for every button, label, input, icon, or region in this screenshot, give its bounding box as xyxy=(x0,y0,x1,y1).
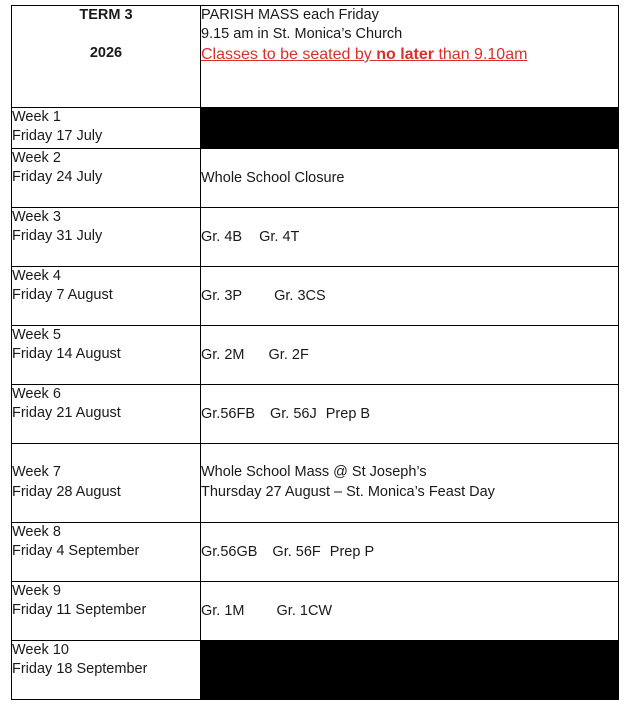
week-label: Week 5 xyxy=(12,327,61,343)
table-row xyxy=(12,267,619,326)
week-cell xyxy=(12,444,201,523)
class-2: Gr. 56J xyxy=(270,406,317,422)
week-label: Week 4 xyxy=(12,268,61,284)
table-row xyxy=(12,582,619,641)
header-row xyxy=(12,6,619,108)
week-cell xyxy=(12,326,201,385)
term-label: TERM 3 xyxy=(79,7,133,23)
classes-cell xyxy=(201,523,619,582)
class-2: Gr. 2F xyxy=(268,347,309,363)
week-label: Week 2 xyxy=(12,150,61,166)
class-1: Gr.56GB xyxy=(201,544,258,560)
table-row xyxy=(12,385,619,444)
class-2: Gr. 56F xyxy=(272,544,321,560)
week-date: Friday 11 September xyxy=(12,602,147,618)
class-1: Gr.56FB xyxy=(201,406,255,422)
table-row xyxy=(12,326,619,385)
classes-cell xyxy=(201,149,619,208)
class-3: Prep P xyxy=(329,544,375,560)
week-date: Friday 7 August xyxy=(12,287,113,303)
mass-line-1: PARISH MASS each Friday xyxy=(201,7,379,23)
week-label: Week 9 xyxy=(12,583,61,599)
table-row xyxy=(12,108,619,149)
week-cell xyxy=(12,149,201,208)
week-date: Friday 24 July xyxy=(12,169,103,185)
classes-cell xyxy=(201,326,619,385)
table-row xyxy=(12,523,619,582)
week-date: Friday 21 August xyxy=(12,405,121,421)
class-3: Prep B xyxy=(325,406,371,422)
week-date: Friday 31 July xyxy=(12,228,103,244)
week-label: Week 3 xyxy=(12,209,61,225)
table-row xyxy=(12,208,619,267)
mass-line-2: 9.15 am in St. Monica’s Church xyxy=(201,26,403,42)
week-cell xyxy=(12,267,201,326)
week-date: Friday 28 August xyxy=(12,484,121,500)
class-1: Gr. 4B xyxy=(201,229,243,245)
mass-info-cell xyxy=(201,6,619,108)
class-1: Gr. 2M xyxy=(201,347,245,363)
term-schedule-table xyxy=(11,5,619,700)
classes-cell xyxy=(201,208,619,267)
week-label: Week 1 xyxy=(12,109,61,125)
blank-classes-cell xyxy=(201,108,619,149)
week-date: Friday 4 September xyxy=(12,543,140,559)
week-label: Week 8 xyxy=(12,524,61,540)
classes-cell xyxy=(201,385,619,444)
seating-note-emphasis: no later xyxy=(376,46,435,63)
week-label: Week 10 xyxy=(12,642,69,658)
class-2: Gr. 1CW xyxy=(276,603,333,619)
classes-cell xyxy=(201,582,619,641)
classes-cell xyxy=(201,444,619,523)
table-row xyxy=(12,641,619,700)
table-row xyxy=(12,149,619,208)
blank-classes-cell xyxy=(201,641,619,700)
week-date: Friday 18 September xyxy=(12,661,148,677)
week-cell xyxy=(12,208,201,267)
class-2: Gr. 3CS xyxy=(274,288,326,304)
week-label: Week 6 xyxy=(12,386,61,402)
class-1: Gr. 1M xyxy=(201,603,245,619)
event-line-2: Thursday 27 August – St. Monica’s Feast Day xyxy=(201,484,495,500)
week-cell xyxy=(12,108,201,149)
class-1: Gr. 3P xyxy=(201,288,243,304)
classes-text: Whole School Closure xyxy=(201,170,345,186)
week-cell xyxy=(12,523,201,582)
week-label: Week 7 xyxy=(12,464,61,480)
table-row xyxy=(12,444,619,523)
classes-cell xyxy=(201,267,619,326)
week-cell xyxy=(12,385,201,444)
week-cell xyxy=(12,582,201,641)
term-cell xyxy=(12,6,201,108)
week-cell xyxy=(12,641,201,700)
event-line-1: Whole School Mass @ St Joseph’s xyxy=(201,464,427,480)
week-date: Friday 17 July xyxy=(12,128,103,144)
class-2: Gr. 4T xyxy=(259,229,300,245)
seating-note: Classes to be seated by no later than 9.10am xyxy=(201,46,528,63)
week-date: Friday 14 August xyxy=(12,346,121,362)
year-label: 2026 xyxy=(89,45,123,61)
